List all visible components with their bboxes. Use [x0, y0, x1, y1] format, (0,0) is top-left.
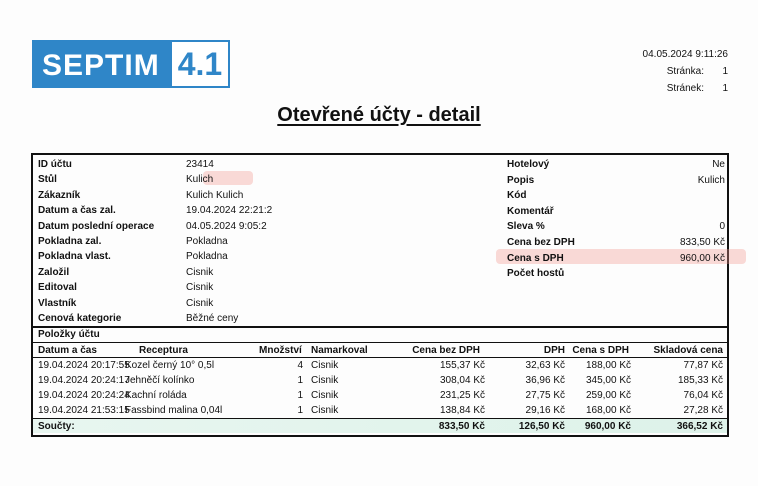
table-row: 19.04.2024 21:53:15 Fassbind malina 0,04l 1 Cisnik 138,84 Kč 29,16 Kč 168,00 Kč 27,28 Kč [38, 405, 723, 416]
col-header-dph: DPH [543, 345, 565, 356]
col-header-mnozstvi: Množství [259, 345, 302, 356]
detail-row: Vlastník Cisnik [38, 297, 214, 309]
total-skladova: 366,52 Kč [676, 421, 723, 432]
detail-left-column [38, 157, 386, 326]
septim-logo [32, 40, 230, 88]
table-header-row [33, 343, 727, 358]
detail-row: Cena bez DPH 833,50 Kč [507, 236, 725, 248]
detail-row: Sleva % 0 [507, 221, 725, 233]
col-header-cena-s: Cena s DPH [572, 345, 629, 356]
detail-row: ID účtu 23414 [38, 159, 214, 170]
totals-label: Součty: [38, 421, 75, 432]
total-cena-s: 960,00 Kč [584, 421, 631, 432]
detail-row: Hotelový Ne [507, 159, 725, 170]
detail-row: Datum a čas zal. 19.04.2024 22:21:2 [38, 205, 273, 217]
detail-row: Cenová kategorie Běžné ceny [38, 313, 239, 325]
pages-label: Stránek: [666, 83, 704, 94]
col-header-skladova: Skladová cena [653, 345, 723, 356]
total-cena-bez: 833,50 Kč [438, 421, 485, 432]
col-header-cena-bez: Cena bez DPH [412, 345, 480, 356]
print-datetime: 04.05.2024 9:11:26 [642, 49, 728, 60]
detail-row: Pokladna zal. Pokladna [38, 236, 228, 248]
detail-row: Počet hostů [507, 268, 565, 280]
detail-row: Zákazník Kulich Kulich [38, 189, 244, 201]
detail-row: Založil Cisnik [38, 266, 214, 278]
logo-text: SEPTIM [32, 40, 172, 88]
detail-row: Stůl Kulich [38, 174, 214, 186]
items-table [33, 343, 727, 433]
detail-row: Datum poslední operace 04.05.2024 9:05:2 [38, 220, 267, 232]
items-section-title: Položky účtu [33, 327, 727, 343]
pages-value: 1 [722, 83, 728, 94]
page-title: Otevřené účty - detail [277, 104, 481, 126]
account-detail-box [31, 153, 729, 328]
report-header-info [643, 46, 728, 97]
account-items-box [31, 327, 729, 437]
totals-row [33, 418, 727, 433]
detail-row: Komentář [507, 205, 554, 217]
logo-version: 4.1 [172, 40, 230, 88]
detail-row: Kód [507, 190, 527, 202]
detail-row: Pokladna vlast. Pokladna [38, 251, 228, 263]
detail-row: Cena s DPH 960,00 Kč [507, 252, 725, 264]
detail-row: Editoval Cisnik [38, 282, 214, 294]
detail-right-column [507, 157, 725, 282]
total-dph: 126,50 Kč [518, 421, 565, 432]
detail-row: Popis Kulich [507, 174, 725, 186]
page-label: Stránka: [666, 66, 704, 77]
page-value: 1 [722, 66, 728, 77]
table-row: 19.04.2024 20:17:55 Kozel černý 10° 0,5l 4 Cisnik 155,37 Kč 32,63 Kč 188,00 Kč 77,87 Kč [38, 360, 723, 371]
col-header-receptura: Receptura [139, 345, 188, 356]
col-header-datum: Datum a čas [38, 345, 97, 356]
table-row: 19.04.2024 20:24:17 Jehněčí kolínko 1 Cisnik 308,04 Kč 36,96 Kč 345,00 Kč 185,33 Kč [38, 375, 723, 386]
col-header-namarkoval: Namarkoval [311, 345, 368, 356]
table-row: 19.04.2024 20:24:24 Kachní roláda 1 Cisnik 231,25 Kč 27,75 Kč 259,00 Kč 76,04 Kč [38, 390, 723, 401]
